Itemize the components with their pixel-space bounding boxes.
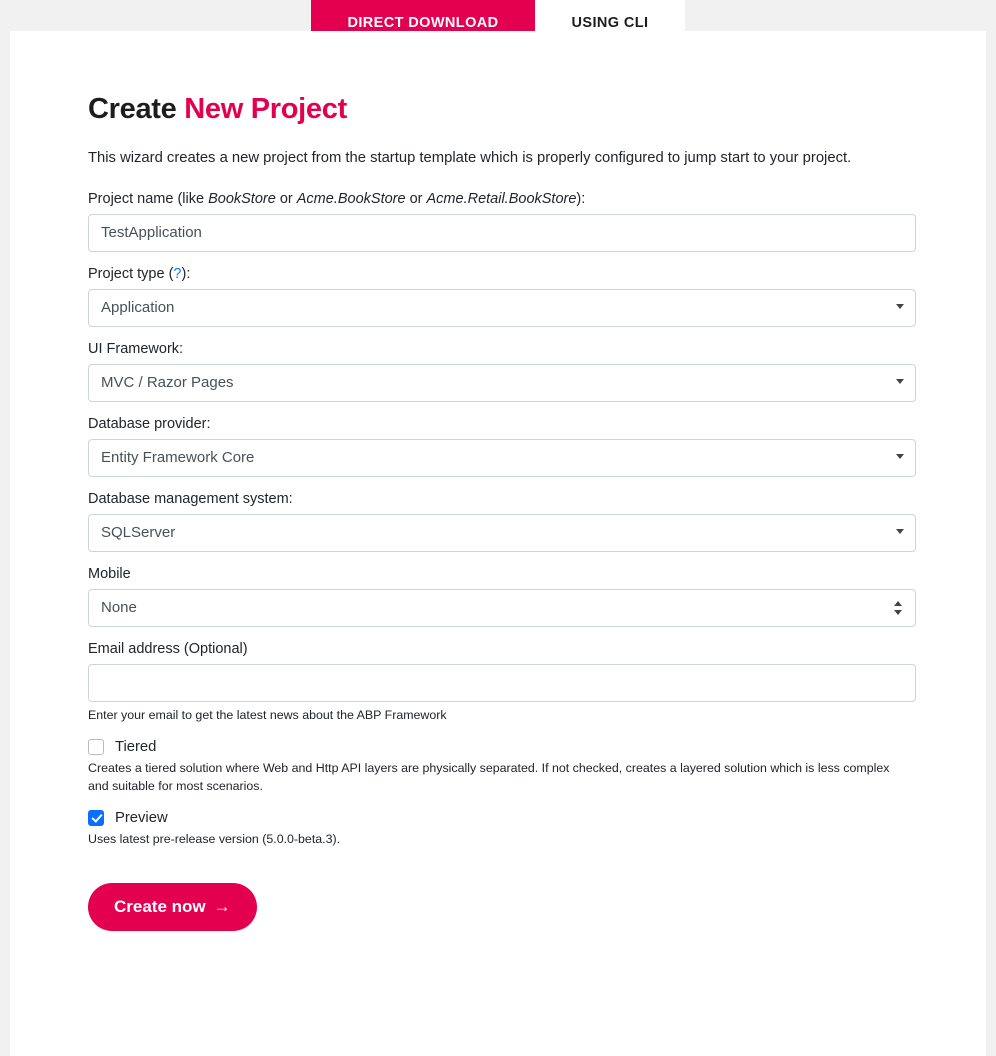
tiered-checkbox[interactable] [88, 739, 104, 755]
project-name-label [88, 191, 908, 207]
wizard-card [10, 31, 986, 1056]
email-field-block [88, 641, 908, 725]
tiered-row[interactable] [88, 739, 908, 755]
mobile-select[interactable] [88, 589, 916, 627]
preview-checkbox[interactable] [88, 810, 104, 826]
project-name-label-mid1: or [275, 190, 297, 207]
ui-framework-select[interactable] [88, 364, 916, 402]
tiered-label: Tiered [115, 738, 157, 755]
project-name-label-pre: Project name (like [88, 190, 209, 207]
database-provider-select-wrap [88, 439, 916, 477]
project-type-label [88, 266, 908, 282]
ui-framework-field [88, 341, 908, 402]
mobile-select-wrap [88, 589, 916, 627]
page-title [88, 93, 908, 126]
page-title-part2: New Project [184, 93, 347, 125]
dbms-select-wrap [88, 514, 916, 552]
email-label: Email address (Optional) [88, 640, 248, 657]
project-name-label-mid2: or [405, 190, 427, 207]
database-provider-select[interactable] [88, 439, 916, 477]
create-now-label: Create now [114, 896, 206, 916]
project-type-help-link[interactable]: ? [173, 265, 182, 282]
project-type-field [88, 266, 908, 327]
database-provider-field [88, 416, 908, 477]
ui-framework-label: UI Framework: [88, 340, 184, 357]
email-hint: Enter your email to get the latest news about the ABP Framework [88, 707, 447, 722]
project-name-example-1: BookStore [208, 190, 276, 207]
project-name-input[interactable] [88, 214, 916, 252]
preview-block [88, 810, 908, 849]
dbms-select[interactable] [88, 514, 916, 552]
project-name-example-2: Acme.BookStore [296, 190, 406, 207]
tiered-hint: Creates a tiered solution where Web and Http API layers are physically separated. If not checked, creates a layered solution which is less complex and suitable for most scenarios. [88, 760, 890, 793]
page-title-part1: Create [88, 93, 185, 125]
dbms-field [88, 491, 908, 552]
preview-row[interactable] [88, 810, 908, 826]
mobile-label: Mobile [88, 565, 131, 582]
project-name-example-3: Acme.Retail.BookStore [426, 190, 577, 207]
project-type-label-pre: Project type ( [88, 265, 174, 282]
preview-hint: Uses latest pre-release version (5.0.0-beta.3). [88, 831, 341, 846]
preview-label: Preview [115, 809, 168, 826]
arrow-right-icon: → [213, 897, 231, 917]
project-type-select-wrap [88, 289, 916, 327]
create-now-button[interactable] [88, 883, 257, 931]
project-type-label-post: ): [181, 265, 191, 282]
project-name-field [88, 191, 908, 252]
intro-text: This wizard creates a new project from the startup template which is properly configured to jump start to your project. [88, 150, 852, 166]
mobile-field [88, 566, 908, 627]
tab-using-cli-label: USING CLI [571, 15, 649, 31]
email-field[interactable] [88, 664, 916, 702]
tiered-block [88, 739, 908, 796]
tab-direct-download-label: DIRECT DOWNLOAD [347, 15, 499, 31]
project-name-label-post: ): [576, 190, 586, 207]
dbms-label: Database management system: [88, 490, 293, 507]
project-type-select[interactable] [88, 289, 916, 327]
database-provider-label: Database provider: [88, 415, 211, 432]
ui-framework-select-wrap [88, 364, 916, 402]
